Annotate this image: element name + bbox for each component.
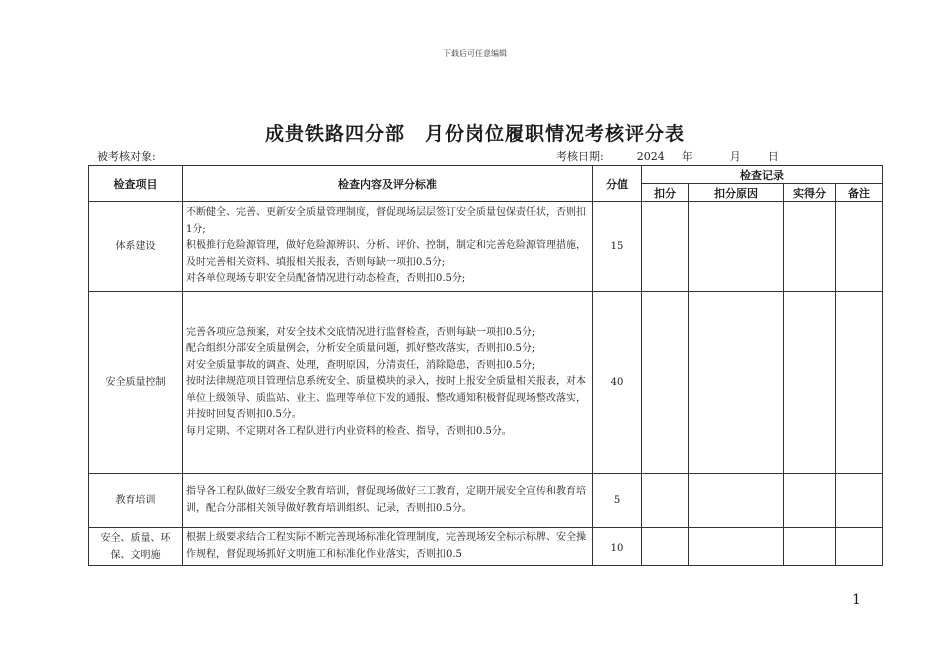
header-remark: 备注 xyxy=(836,184,883,202)
reason-cell[interactable] xyxy=(689,202,784,292)
row-score: 15 xyxy=(593,202,642,292)
remark-cell[interactable] xyxy=(836,202,883,292)
page-number: 1 xyxy=(852,592,861,608)
content-line: 不断健全、完善、更新安全质量管理制度，督促现场层层签订安全质量包保责任状，否则扣1分; xyxy=(186,207,586,235)
remark-cell[interactable] xyxy=(836,528,883,566)
deduct-cell[interactable] xyxy=(642,292,689,474)
row-content xyxy=(183,292,593,474)
row-score xyxy=(593,528,642,566)
header-item: 检查项目 xyxy=(89,166,183,202)
actual-cell[interactable] xyxy=(784,528,836,566)
evaluation-table xyxy=(88,165,883,566)
content-line: 指导各工程队做好三级安全教育培训，督促现场做好三工教育，定期开展安全宣传和教育培训，配合分部相关领导做好教育培训组织、记录，否则扣0.5分。 xyxy=(186,486,586,514)
table-row xyxy=(89,202,883,292)
header-score: 分值 xyxy=(593,166,642,202)
row-item xyxy=(89,528,183,566)
table-row xyxy=(89,528,883,566)
date-day-unit: 日 xyxy=(767,150,779,163)
header-deduct: 扣分 xyxy=(642,184,689,202)
row-item: 教育培训 xyxy=(89,474,183,528)
content-line: 积极推行危险源管理，做好危险源辨识、分析、评价、控制，制定和完善危险源管理措施，及时完善相关资料、填报相关报表，否则每缺一项扣0.5分; xyxy=(186,240,586,268)
deduct-cell[interactable] xyxy=(642,528,689,566)
content-line: 完善各项应急预案，对安全技术交底情况进行监督检查，否则每缺一项扣0.5分; xyxy=(186,326,536,338)
header-record: 检查记录 xyxy=(642,166,883,184)
date-year-unit: 年 xyxy=(681,150,693,163)
header-note: 下载后可任意编辑 xyxy=(443,49,507,58)
assessment-date xyxy=(556,148,779,164)
row-content xyxy=(183,474,593,528)
row-item: 安全质量控制 xyxy=(89,292,183,474)
row-score: 40 xyxy=(593,292,642,474)
date-year: 2024 xyxy=(636,150,665,163)
reason-cell[interactable] xyxy=(689,474,784,528)
content-line: 对安全质量事故的调查、处理，查明原因，分清责任，消除隐患，否则扣0.5分; xyxy=(186,359,536,371)
content-line: 每月定期、不定期对各工程队进行内业资料的检查、指导，否则扣0.5分。 xyxy=(186,425,512,437)
remark-cell[interactable] xyxy=(836,292,883,474)
header-reason: 扣分原因 xyxy=(689,184,784,202)
assessee-label: 被考核对象: xyxy=(97,150,156,163)
remark-cell[interactable] xyxy=(836,474,883,528)
row-score-text: 10 xyxy=(610,542,624,554)
date-month-unit: 月 xyxy=(729,150,741,163)
actual-cell[interactable] xyxy=(784,292,836,474)
content-line: 根据上级要求结合工程实际不断完善现场标准化管理制度，完善现场安全标示标牌、安全操作规程，督促现场抓好文明施工和标准化作业落实，否则扣0.5 xyxy=(186,532,586,560)
row-score: 5 xyxy=(593,474,642,528)
table-row xyxy=(89,474,883,528)
header-actual: 实得分 xyxy=(784,184,836,202)
actual-cell[interactable] xyxy=(784,202,836,292)
reason-cell[interactable] xyxy=(689,292,784,474)
row-item-text: 安全、质量、环保、文明施 xyxy=(100,532,171,561)
header-content: 检查内容及评分标准 xyxy=(183,166,593,202)
row-item: 体系建设 xyxy=(89,202,183,292)
date-label: 考核日期: xyxy=(556,150,604,163)
table-row xyxy=(89,292,883,474)
reason-cell[interactable] xyxy=(689,528,784,566)
content-line: 按时法律规范项目管理信息系统安全、质量模块的录入，按时上报安全质量相关报表，对本单位上级领导、质监站、业主、监理等单位下发的通报、整改通知积极督促现场整改落实，并按时回复否则扣0.5分。 xyxy=(186,376,586,421)
content-line: 对各单位现场专职安全员配备情况进行动态检查，否则扣0.5分; xyxy=(186,273,466,285)
row-content xyxy=(183,202,593,292)
deduct-cell[interactable] xyxy=(642,474,689,528)
content-line: 配合组织分部安全质量例会，分析安全质量问题，抓好整改落实，否则扣0.5分; xyxy=(186,343,536,355)
row-content xyxy=(183,528,593,566)
deduct-cell[interactable] xyxy=(642,202,689,292)
page-title: 成贵铁路四分部 月份岗位履职情况考核评分表 xyxy=(264,123,685,145)
actual-cell[interactable] xyxy=(784,474,836,528)
